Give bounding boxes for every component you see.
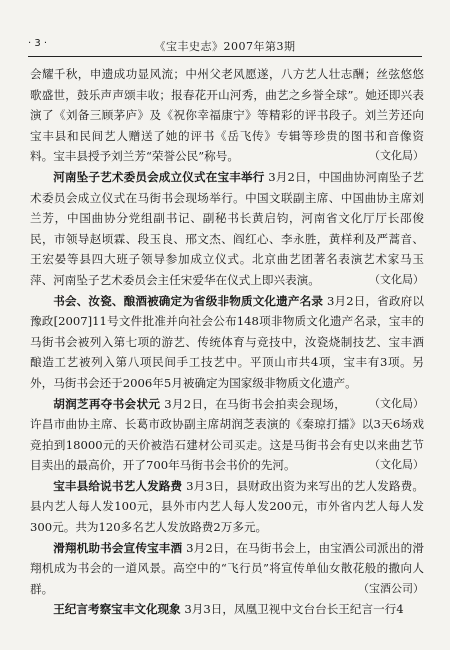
news-source: （宝酒公司） — [358, 581, 424, 595]
continuation-text: 会耀千秋，申遗成功显风流；中州父老风愿遂，八方艺人壮志酬；丝弦悠悠歌盛世，鼓乐声声颂丰收；报春花开山河秀，曲艺之乡誉全球”。她还即兴表演了《刘备三顾茅庐》及《祝你幸福康宁》等精彩的评书段子。刘兰芳还向宝丰县和民间艺人赠送了她的评书《岳飞传》专辑等珍贵的图书和音像资料。宝丰县授予刘兰芳“荣誉公民”称号。 — [30, 67, 424, 164]
news-headline: 滑翔机助书会宣传宝丰酒 — [53, 540, 183, 555]
article-body — [30, 64, 424, 620]
continuation-paragraph — [30, 64, 424, 167]
news-source: （文化局） — [369, 272, 424, 286]
journal-title: 《宝丰史志》2007年第3期 — [154, 40, 296, 53]
news-headline: 宝丰县给说书艺人发路费 — [53, 478, 183, 493]
news-body: 3月2日，在马街书会拍卖会现场，许昌市曲协主席、长葛市政协副主席胡润芝表演的《秦琼打擂》以3天6场戏竞拍到18000元的天价被浩石建材公司买走。这是马街书会有史以来曲艺节目卖出的最高价，开了700年马街书会书价的先河。 — [30, 396, 424, 473]
news-headline: 胡润芝再夺书会状元 — [53, 396, 161, 411]
continuation-source: （文化局） — [369, 149, 424, 163]
news-source: （文化局） — [369, 396, 424, 410]
page-number: · 3 · — [28, 38, 48, 49]
news-body: 3月3日，县财政出资为来写出的艺人发路费。县内艺人每人发100元，县外市内艺人每人发200元，市外省内艺人每人发300元。共为120多名艺人发放路费2万多元。 — [30, 478, 424, 535]
news-item — [30, 599, 424, 620]
running-header — [28, 34, 422, 57]
news-headline: 书会、汝瓷、酿酒被确定为省级非物质文化遗产名录 — [53, 293, 324, 308]
news-body: 3月2日，省政府以豫政[2007]11号文件批准并向社会公布148项非物质文化遗产名录，宝丰的马街书会被列入第七项的游艺、传统体育与竞技中，汝瓷烧制技艺、宝丰酒酿造工艺被列入第八项民间手工技艺中。平顶山市共4项，宝丰有3项。另外，马街书会还于2006年5月被确定为国家级非物质文化遗产。 — [30, 293, 424, 390]
news-item — [30, 167, 424, 291]
news-body: 3月2日，在马街书会上，由宝酒公司派出的滑翔机成为书会的一道风景。高空中的“飞行员”将宣传单仙女散花般的撒向人群。 — [30, 540, 424, 596]
news-item — [30, 476, 424, 538]
news-headline: 河南坠子艺术委员会成立仪式在宝丰举行 — [53, 169, 265, 184]
news-item — [30, 538, 424, 600]
news-source: （文化局） — [369, 458, 424, 472]
news-body: 3月2日，中国曲协河南坠子艺术委员会成立仪式在马街书会现场举行。中国文联副主席、中国曲协主席刘兰芳，中国曲协分党组副书记、副秘书长黄启钧，河南省文化厅厅长邵俊民，市领导赵顷霖、段玉良、邢文杰、阎红心、李永胜，黄样利及严蒿音、王宏晏等县四大班子领导参加成立仪式。北京曲艺团著名表演艺术家马玉萍、河南坠子艺术委员会主任宋爱华在仪式上即兴表演。 — [30, 169, 424, 287]
news-headline: 王纪言考察宝丰文化现象 — [53, 602, 181, 617]
news-body: 3月3日，凤凰卫视中文台台长王纪言一行4 — [184, 602, 404, 617]
